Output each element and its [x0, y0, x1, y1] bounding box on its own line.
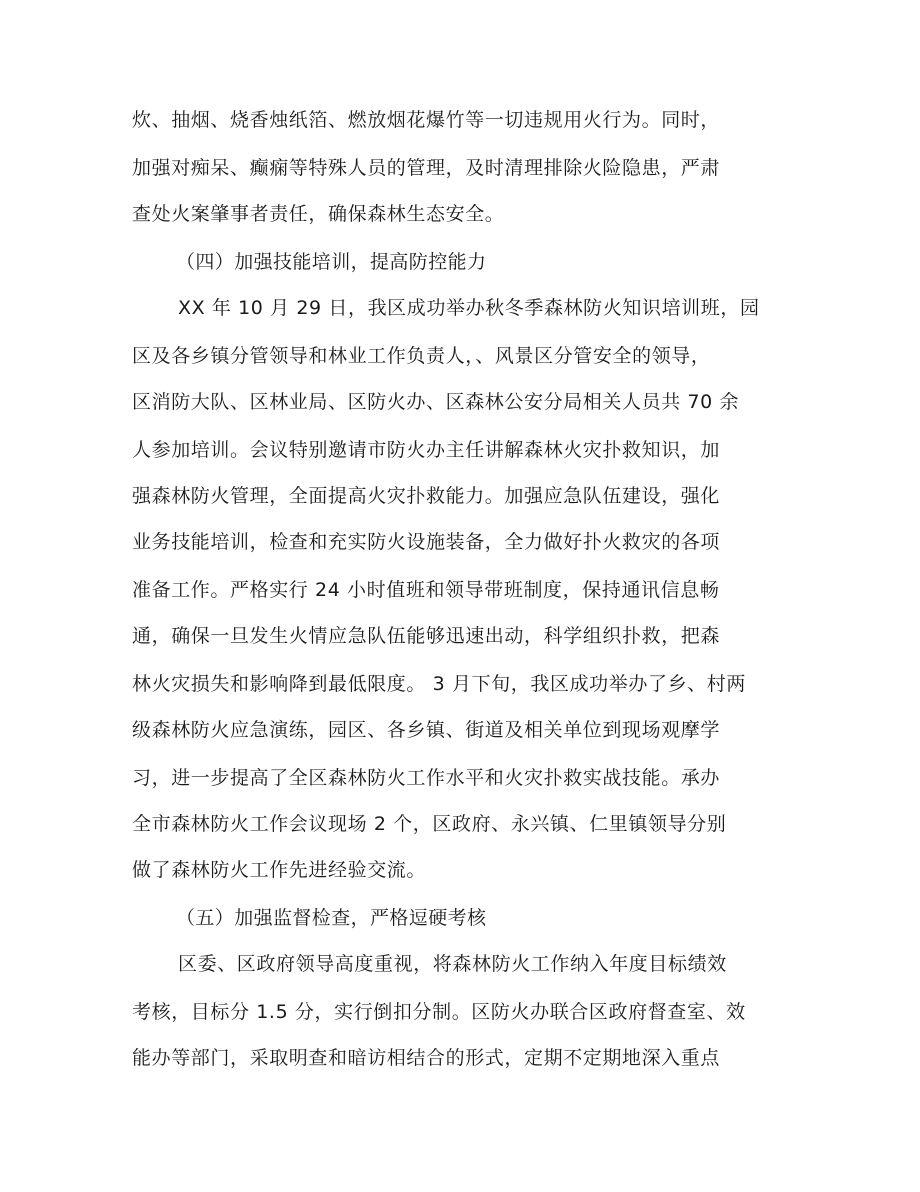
- text-line: 强森林防火管理，全面提高火灾扑救能力。加强应急队伍建设，强化: [132, 485, 721, 507]
- section-heading: （四）加强技能培训，提高防控能力: [176, 251, 487, 273]
- text-line: 人参加培训。会议特别邀请市防火办主任讲解森林火灾扑救知识，加: [132, 439, 721, 461]
- text-line: 加强对痴呆、癫痫等特殊人员的管理，及时清理排除火险隐患，严肃: [132, 157, 721, 179]
- text-line: 通，确保一旦发生火情应急队伍能够迅速出动，科学组织扑救，把森: [132, 625, 721, 647]
- text-line: 区及各乡镇分管领导和林业工作负责人，、风景区分管安全的领导，: [132, 345, 711, 367]
- text-line: 林火灾损失和影响降到最低限度。 3 月下旬，我区成功举办了乡、村两: [132, 673, 746, 695]
- text-line: XX 年 10 月 29 日，我区成功举办秋冬季森林防火知识培训班，园: [178, 297, 760, 319]
- text-line: 区委、区政府领导高度重视，将森林防火工作纳入年度目标绩效: [178, 953, 727, 975]
- text-line: 能办等部门，采取明查和暗访相结合的形式，定期不定期地深入重点: [132, 1047, 721, 1069]
- text-line: 考核，目标分 1.5 分，实行倒扣分制。区防火办联合区政府督查室、效: [132, 1001, 746, 1023]
- text-line: 习，进一步提高了全区森林防火工作水平和火灾扑救实战技能。承办: [132, 767, 721, 789]
- text-line: 区消防大队、区林业局、区防火办、区森林公安分局相关人员共 70 余: [132, 391, 740, 413]
- text-line: 级森林防火应急演练，园区、各乡镇、街道及相关单位到现场观摩学: [132, 719, 721, 741]
- text-line: 准备工作。严格实行 24 小时值班和领导带班制度，保持通讯信息畅: [132, 579, 720, 601]
- text-line: 做了森林防火工作先进经验交流。: [132, 859, 427, 881]
- text-line: 业务技能培训，检查和充实防火设施装备，全力做好扑火救灾的各项: [132, 531, 721, 553]
- text-line: 查处火案肇事者责任，确保森林生态安全。: [132, 203, 505, 225]
- text-line: 全市森林防火工作会议现场 2 个，区政府、永兴镇、仁里镇领导分别: [132, 813, 727, 835]
- section-heading: （五）加强监督检查，严格逗硬考核: [176, 907, 487, 929]
- text-line: 炊、抽烟、烧香烛纸箔、燃放烟花爆竹等一切违规用火行为。同时，: [132, 109, 721, 131]
